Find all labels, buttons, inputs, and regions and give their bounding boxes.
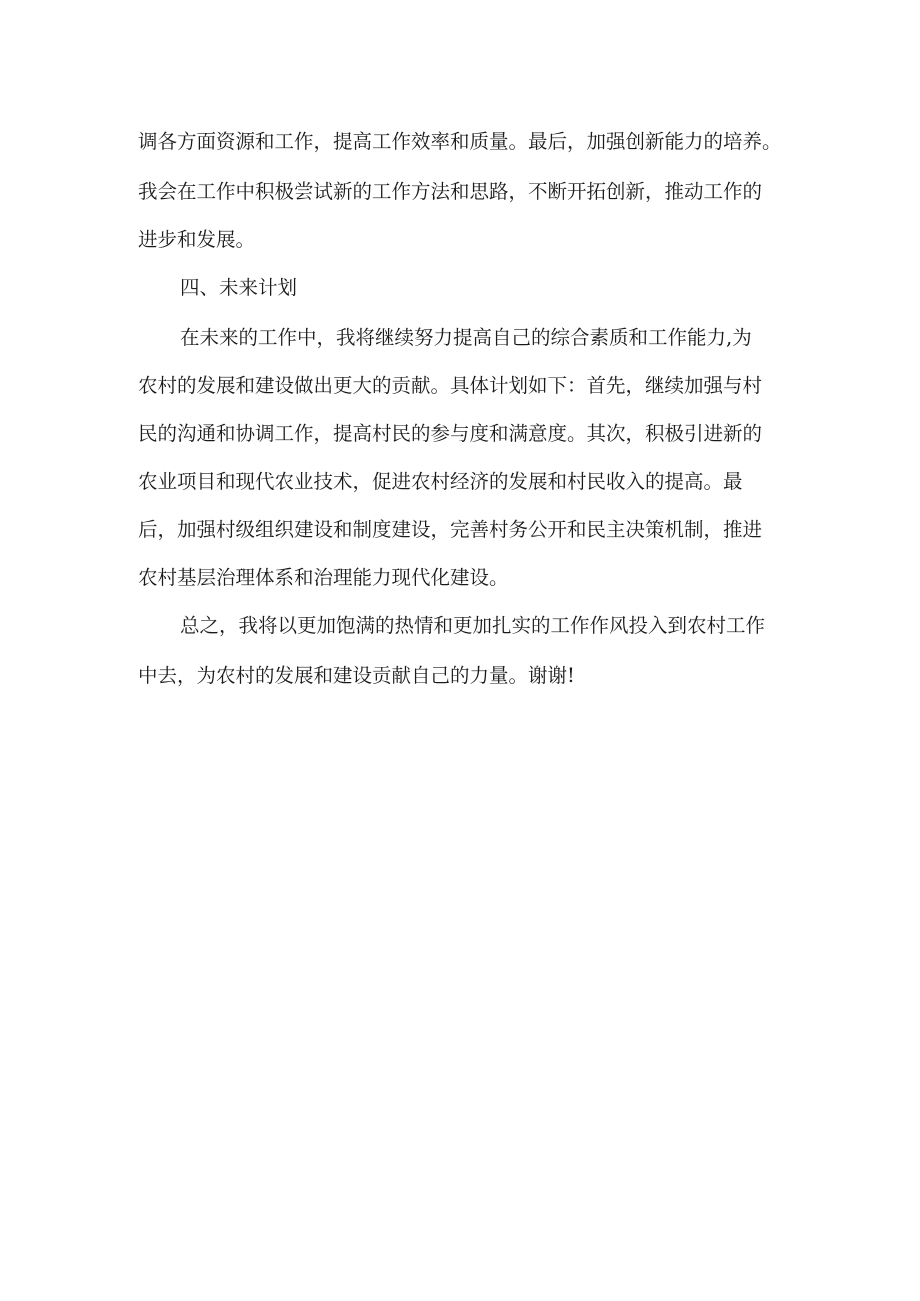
text-line: 农村基层治理体系和治理能力现代化建设。 <box>138 566 509 589</box>
text-line: 农村的发展和建设做出更大的贡献。具体计划如下：首先，继续加强与村 <box>138 374 763 397</box>
text-line: 中去，为农村的发展和建设贡献自己的力量。谢谢! <box>138 664 575 687</box>
text-line: 后，加强村级组织建设和制度建设，完善村务公开和民主决策机制，推进 <box>138 518 763 541</box>
text-line: 进步和发展。 <box>138 228 256 251</box>
text-line: 我会在工作中积极尝试新的工作方法和思路，不断开拓创新，推动工作的 <box>138 180 763 203</box>
text-line: 调各方面资源和工作，提高工作效率和质量。最后，加强创新能力的培养。 <box>138 130 782 153</box>
text-line: 在未来的工作中，我将继续努力提高自己的综合素质和工作能力,为 <box>180 326 752 349</box>
text-line: 农业项目和现代农业技术，促进农村经济的发展和村民收入的提高。最 <box>138 470 743 493</box>
text-line: 总之，我将以更加饱满的热情和更加扎实的工作作风投入到农村工作 <box>180 614 766 637</box>
section-heading: 四、未来计划 <box>180 276 298 299</box>
text-line: 民的沟通和协调工作，提高村民的参与度和满意度。其次，积极引进新的 <box>138 422 763 445</box>
